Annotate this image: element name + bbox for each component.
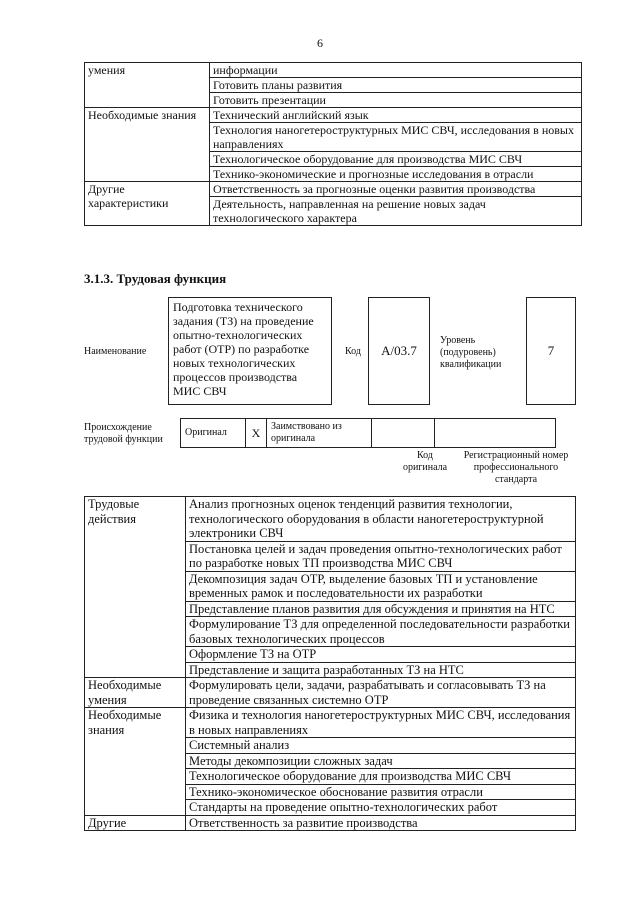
action-item: Декомпозиция задач ОТР, выделение базовых ТП и установление временных рамок и последовательности их разработки (186, 571, 576, 601)
row-label: Другие характеристики (85, 182, 210, 226)
original-mark: X (246, 419, 267, 448)
code-original-caption: Код оригинала (402, 450, 448, 473)
row-text: Деятельность, направленная на решение новых задач технологического характера (210, 197, 582, 226)
code-value: А/03.7 (381, 343, 417, 358)
function-name-box (168, 297, 332, 405)
page-number: 6 (317, 36, 323, 50)
action-item: Анализ прогнозных оценок тенденций развития технологии, технологического оборудования в области наногетероструктурной электроники СВЧ (186, 497, 576, 542)
knowledge-item: Технико-экономическое обоснование развития отрасли (186, 784, 576, 800)
table-row (85, 93, 582, 108)
table-row (85, 497, 576, 542)
code-label: Код (345, 346, 361, 357)
code-box (368, 297, 430, 405)
knowledge-item: Технологическое оборудование для производства МИС СВЧ (186, 769, 576, 785)
skills-label: Необходимые умения (85, 678, 186, 708)
knowledge-label: Необходимые знания (85, 708, 186, 816)
row-label: Необходимые знания (85, 108, 210, 182)
row-text: Готовить презентации (210, 93, 582, 108)
knowledge-item: Методы декомпозиции сложных задач (186, 753, 576, 769)
table-row (85, 182, 582, 197)
row-text: информации (210, 63, 582, 78)
other-item: Ответственность за развитие производства (186, 815, 576, 831)
action-item: Формулирование ТЗ для определенной последовательности разработки базовых технологических процессов (186, 617, 576, 647)
reg-number-caption: Регистрационный номер профессионального стандарта (463, 450, 569, 485)
row-text: Технология наногетероструктурных МИС СВЧ, исследования в новых направлениях (210, 123, 582, 152)
action-item: Оформление ТЗ на ОТР (186, 647, 576, 663)
row-label: умения (85, 63, 210, 78)
level-value: 7 (547, 343, 555, 358)
origin-label: Происхождение трудовой функции (84, 422, 163, 445)
row-text: Технический английский язык (210, 108, 582, 123)
row-text: Ответственность за прогнозные оценки развития производства (210, 182, 582, 197)
table-row (85, 678, 576, 708)
other-label: Другие (85, 815, 186, 831)
row-text: Технико-экономические и прогнозные исследования в отрасли (210, 167, 582, 182)
table-row (85, 108, 582, 123)
labor-function-table (84, 496, 576, 831)
code-original-cell (372, 419, 435, 448)
table-row (85, 708, 576, 738)
reg-number-cell (435, 419, 556, 448)
table-row (85, 78, 582, 93)
row-text: Технологическое оборудование для производства МИС СВЧ (210, 152, 582, 167)
section-heading: 3.1.3. Трудовая функция (84, 271, 227, 286)
function-name: Подготовка технического задания (ТЗ) на проведение опытно-технологических работ (ОТР) по разработке новых технологических процессов производства МИС СВЧ (173, 300, 314, 398)
row-label (85, 93, 210, 108)
level-label: Уровень (подуровень) квалификации (440, 335, 502, 370)
row-text: Готовить планы развития (210, 78, 582, 93)
actions-label: Трудовые действия (85, 497, 186, 678)
table-row (85, 815, 576, 831)
skill-item: Формулировать цели, задачи, разрабатывать и согласовывать ТЗ на проведение связанных системно ОТР (186, 678, 576, 708)
action-item: Представление и защита разработанных ТЗ на НТС (186, 662, 576, 678)
level-box (526, 297, 576, 405)
borrowed-cell: Заимствовано из оригинала (267, 419, 372, 448)
knowledge-item: Физика и технология наногетероструктурных МИС СВЧ, исследования в новых направлениях (186, 708, 576, 738)
row-label (85, 78, 210, 93)
knowledge-item: Системный анализ (186, 738, 576, 754)
action-item: Представление планов развития для обсуждения и принятия на НТС (186, 601, 576, 617)
skills-table-continued (84, 62, 582, 226)
table-row (85, 63, 582, 78)
action-item: Постановка целей и задач проведения опытно-технологических работ по разработке новых ТП производства МИС СВЧ (186, 541, 576, 571)
original-cell: Оригинал (181, 419, 246, 448)
knowledge-item: Стандарты на проведение опытно-технологических работ (186, 800, 576, 816)
name-label: Наименование (84, 346, 147, 357)
origin-table (180, 418, 556, 448)
